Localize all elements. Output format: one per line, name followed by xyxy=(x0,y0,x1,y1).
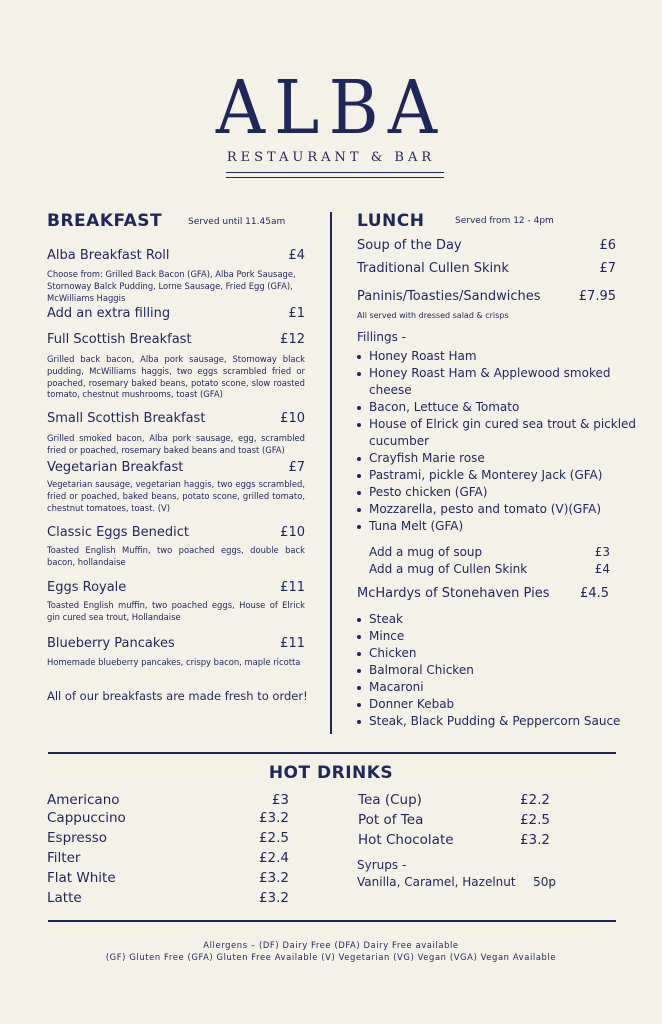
menu-item-price: £7.95 xyxy=(578,289,616,304)
menu-item-price: £10 xyxy=(280,411,305,426)
drink-name: Pot of Tea xyxy=(358,812,424,828)
fillings-label: Fillings - xyxy=(357,330,406,344)
syrups-label: Syrups - xyxy=(357,858,407,872)
list-item: Honey Roast Ham & Applewood smoked cheese xyxy=(357,365,637,399)
menu-item-price: £7 xyxy=(599,261,616,276)
drink-price: £3 xyxy=(271,792,289,808)
menu-item-name: Small Scottish Breakfast xyxy=(47,411,206,426)
drink-price: £3.2 xyxy=(258,890,289,906)
list-item: Donner Kebab xyxy=(357,696,637,713)
drink-price: £3.2 xyxy=(519,832,550,848)
drink-name: Americano xyxy=(47,792,120,808)
menu-item-name: Add an extra filling xyxy=(47,306,171,321)
drink-name: Filter xyxy=(47,850,81,866)
menu-item-name: McHardys of Stonehaven Pies xyxy=(357,586,550,601)
pies-list xyxy=(357,611,637,730)
drink-price: £2.2 xyxy=(519,792,550,808)
list-item: House of Elrick gin cured sea trout & pickled cucumber xyxy=(357,416,637,450)
list-item: Mozzarella, pesto and tomato (V)(GFA) xyxy=(357,501,637,518)
breakfast-footer: All of our breakfasts are made fresh to order! xyxy=(47,689,308,703)
drink-name: Latte xyxy=(47,890,82,906)
drink-name: Hot Chocolate xyxy=(358,832,454,848)
menu-item-name: Full Scottish Breakfast xyxy=(47,332,192,347)
fillings-list xyxy=(357,348,637,535)
menu-item-desc: Grilled back bacon, Alba pork sausage, Stornoway black pudding, McWilliams haggis, two eggs scrambled fried or poached, rosemary baked beans, potato scone, slow roasted tomato, chestnut mushrooms, toast (GFA) xyxy=(47,354,305,400)
drink-name: Espresso xyxy=(47,830,108,846)
drink-name: Cappuccino xyxy=(47,810,126,826)
list-item: Honey Roast Ham xyxy=(357,348,637,365)
drink-name: Tea (Cup) xyxy=(358,792,422,808)
menu-item-name: Blueberry Pancakes xyxy=(47,636,175,651)
menu-item-desc: Grilled smoked bacon, Alba pork sausage, egg, scrambled fried or poached, rosemary baked beans and toast (GFA) xyxy=(47,433,305,455)
drink-price: £3.2 xyxy=(258,870,289,886)
list-item: Crayfish Marie rose xyxy=(357,450,637,467)
logo-rule-bottom xyxy=(226,177,444,178)
divider-top xyxy=(48,752,616,754)
drink-price: £2.4 xyxy=(258,850,289,866)
list-item: Steak xyxy=(357,611,637,628)
menu-item-price: £1 xyxy=(288,306,305,321)
menu-item-price: £11 xyxy=(280,580,305,595)
menu-item-desc: Toasted English muffin, two poached eggs, House of Elrick gin cured sea trout, Hollandaise xyxy=(47,600,305,622)
syrups-list: Vanilla, Caramel, Hazelnut xyxy=(357,875,516,889)
list-item: Balmoral Chicken xyxy=(357,662,637,679)
brand-logo: ALBA xyxy=(215,65,447,151)
menu-item-desc: Choose from: Grilled Back Bacon (GFA), Alba Pork Sausage, Stornoway Balck Pudding, Lorne Sausage, Fried Egg (GFA), McWilliams Haggis xyxy=(47,269,296,303)
menu-item-name: Traditional Cullen Skink xyxy=(357,261,509,276)
addon-price: £3 xyxy=(594,545,610,559)
menu-item-name: Vegetarian Breakfast xyxy=(47,460,184,475)
list-item: Tuna Melt (GFA) xyxy=(357,518,637,535)
list-item: Pastrami, pickle & Monterey Jack (GFA) xyxy=(357,467,637,484)
menu-item-name: Soup of the Day xyxy=(357,238,462,253)
drink-price: £2.5 xyxy=(519,812,550,828)
list-item: Mince xyxy=(357,628,637,645)
menu-item-price: £7 xyxy=(288,460,305,475)
drink-name: Flat White xyxy=(47,870,116,886)
breakfast-title: BREAKFAST xyxy=(47,211,163,231)
addon-price: £4 xyxy=(594,562,610,576)
hot-drinks-title: HOT DRINKS xyxy=(268,763,394,783)
menu-item-name: Classic Eggs Benedict xyxy=(47,525,189,540)
menu-item-desc: Toasted English Muffin, two poached eggs, double back bacon, hollandaise xyxy=(47,545,305,567)
drink-price: £3.2 xyxy=(258,810,289,826)
list-item: Macaroni xyxy=(357,679,637,696)
allergens-line-1: Allergens – (DF) Dairy Free (DFA) Dairy Free available xyxy=(203,940,459,950)
menu-item-price: £11 xyxy=(280,636,305,651)
paninis-note: All served with dressed salad & crisps xyxy=(357,311,509,320)
addon-name: Add a mug of soup xyxy=(369,545,483,559)
brand-subtitle: RESTAURANT & BAR xyxy=(226,150,436,165)
list-item: Chicken xyxy=(357,645,637,662)
menu-item-price: £12 xyxy=(280,332,305,347)
lunch-title: LUNCH xyxy=(357,211,425,231)
column-divider xyxy=(330,212,332,734)
menu-item-price: £4.5 xyxy=(580,586,609,601)
divider-bottom xyxy=(48,920,616,922)
lunch-note: Served from 12 - 4pm xyxy=(455,216,554,226)
menu-item-desc: Vegetarian sausage, vegetarian haggis, two eggs scrambled, fried or poached, baked beans, potato scone, grilled tomato, chestnut tomatoes, toast. (V) xyxy=(47,479,305,513)
menu-item-desc: Homemade blueberry pancakes, crispy bacon, maple ricotta xyxy=(47,657,301,667)
addon-name: Add a mug of Cullen Skink xyxy=(369,562,528,576)
list-item: Pesto chicken (GFA) xyxy=(357,484,637,501)
menu-item-name: Paninis/Toasties/Sandwiches xyxy=(357,289,541,304)
menu-item-name: Eggs Royale xyxy=(47,580,127,595)
menu-item-name: Alba Breakfast Roll xyxy=(47,248,170,263)
allergens-line-2: (GF) Gluten Free (GFA) Gluten Free Available (V) Vegetarian (VG) Vegan (VGA) Vegan Available xyxy=(105,952,557,962)
list-item: Steak, Black Pudding & Peppercorn Sauce xyxy=(357,713,637,730)
drink-price: £2.5 xyxy=(258,830,289,846)
menu-item-price: £10 xyxy=(280,525,305,540)
menu-item-price: £6 xyxy=(599,238,616,253)
menu-item-price: £4 xyxy=(288,248,305,263)
logo-rule-top xyxy=(226,172,444,173)
list-item: Bacon, Lettuce & Tomato xyxy=(357,399,637,416)
breakfast-note: Served until 11.45am xyxy=(188,217,286,227)
syrups-price: 50p xyxy=(533,875,556,889)
